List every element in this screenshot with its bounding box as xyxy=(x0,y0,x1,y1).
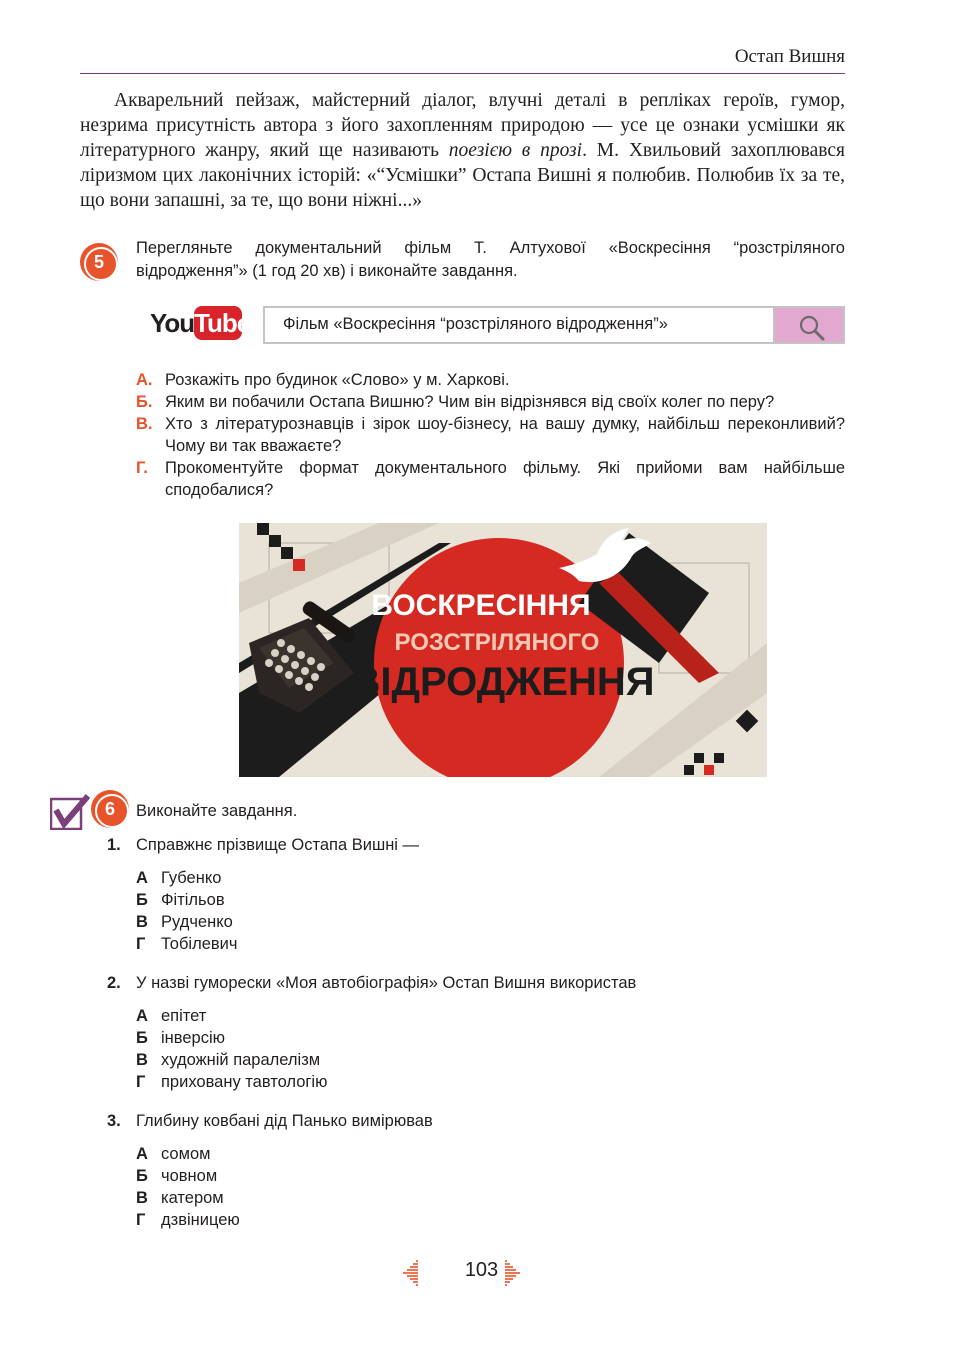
youtube-search-input[interactable] xyxy=(263,306,775,344)
option-text: інверсію xyxy=(161,1029,226,1047)
answer-option xyxy=(136,933,237,955)
answer-option xyxy=(136,867,237,889)
poster-title-line-2: РОЗСТРІЛЯНОГО xyxy=(394,629,600,656)
option-letter: Б xyxy=(136,1029,148,1047)
youtube-logo xyxy=(150,306,251,342)
running-head-title: Остап Вишня xyxy=(734,46,845,67)
subtask-letter: А. xyxy=(136,371,153,389)
option-letter: Г xyxy=(136,1211,146,1229)
option-text: художній паралелізм xyxy=(161,1051,321,1069)
subtask-list xyxy=(136,369,845,501)
task-6-number: 6 xyxy=(104,799,115,819)
task-5-text: Перегляньте документальний фільм Т. Алтухової «Воскресіння “розстріляного відродження”» (1 год 20 хв) і виконайте завдання. xyxy=(136,239,845,280)
answer-options xyxy=(136,867,237,955)
task-6-badge xyxy=(91,790,129,828)
question-number: 3. xyxy=(107,1112,121,1130)
option-text: Рудченко xyxy=(161,913,233,931)
intro-paragraph xyxy=(80,88,845,213)
option-text: дзвіницею xyxy=(161,1211,240,1229)
poster-title-line-3: ВІДРОДЖЕННЯ xyxy=(351,660,655,704)
checkmark-icon xyxy=(50,794,90,830)
option-letter: А xyxy=(136,1007,148,1025)
question-text: Глибину ковбані дід Панько вимірював xyxy=(136,1112,433,1130)
subtask-letter: Б. xyxy=(136,393,153,411)
option-letter: А xyxy=(136,869,148,887)
option-letter: В xyxy=(136,1051,148,1069)
task-5-number: 5 xyxy=(93,252,104,272)
search-button[interactable] xyxy=(773,306,845,344)
task-5-badge xyxy=(80,243,118,281)
answer-option xyxy=(136,1071,327,1093)
answer-options xyxy=(136,1005,327,1093)
question-number: 1. xyxy=(107,836,121,854)
subtask-text: Розкажіть про будинок «Слово» у м. Харкові. xyxy=(165,371,510,389)
answer-option xyxy=(136,1209,240,1231)
subtask-text: Прокоментуйте формат документального фільму. Які прийоми вам найбільше сподобалися? xyxy=(165,459,845,499)
film-poster-art xyxy=(239,523,767,777)
option-text: катером xyxy=(161,1189,224,1207)
option-letter: Г xyxy=(136,1073,146,1091)
option-text: човном xyxy=(161,1167,218,1185)
answer-option xyxy=(136,1005,327,1027)
subtask-item xyxy=(136,413,845,457)
poster-title-line-1: ВОСКРЕСІННЯ xyxy=(371,589,591,622)
answer-option xyxy=(136,911,237,933)
option-letter: А xyxy=(136,1145,148,1163)
answer-option xyxy=(136,1027,327,1049)
option-letter: Г xyxy=(136,935,146,953)
page-arrow-right-icon xyxy=(503,1258,523,1288)
running-head xyxy=(80,44,845,74)
task-6-text: Виконайте завдання. xyxy=(136,802,298,820)
subtask-item xyxy=(136,391,845,413)
page-number: 103 xyxy=(464,1259,499,1281)
answer-option xyxy=(136,1165,240,1187)
intro-text-1: Акварельний пейзаж, майстерний діалог, влучні деталі в репліках героїв, гумор, незрима присутність автора з його захопленням природою — усе це ознаки усмішки як літературного жанру, який ще називають xyxy=(80,90,845,161)
intro-italic: поезією в прозі xyxy=(448,140,583,161)
subtask-item xyxy=(136,457,845,501)
answer-option xyxy=(136,1049,327,1071)
option-letter: В xyxy=(136,1189,148,1207)
answer-option xyxy=(136,1187,240,1209)
subtask-text: Хто з літературознавців і зірок шоу-бізнесу, на вашу думку, найбільш переконливий? Чому ви так вважаєте? xyxy=(165,415,845,455)
option-text: Фітільов xyxy=(161,891,225,909)
option-letter: Б xyxy=(136,1167,148,1185)
subtask-text: Яким ви побачили Остапа Вишню? Чим він відрізнявся від своїх колег по перу? xyxy=(165,393,775,411)
subtask-letter: В. xyxy=(136,415,153,433)
answer-option xyxy=(136,1143,240,1165)
film-poster-image xyxy=(239,523,767,777)
youtube-logo-you: You xyxy=(150,308,195,338)
intro-text-2: . М. Хвильовий захоплювався ліризмом цих лаконічних історій: «“Усмішки” Остапа Вишні я полюбив. Полюбив їх за те, що вони запашні, за те, що вони ніжні...» xyxy=(80,140,845,211)
search-query-text: Фільм «Воскресіння “розстріляного відродження”» xyxy=(283,315,668,333)
option-text: Губенко xyxy=(161,869,222,887)
youtube-logo-tube: Tube xyxy=(194,308,251,338)
question-text: Справжнє прізвище Остапа Вишні — xyxy=(136,836,420,854)
option-text: сомом xyxy=(161,1145,211,1163)
option-text: епітет xyxy=(161,1007,207,1025)
question-text: У назві гуморески «Моя автобіографія» Остап Вишня використав xyxy=(136,974,637,992)
subtask-item xyxy=(136,369,845,391)
answer-option xyxy=(136,889,237,911)
subtask-letter: Г. xyxy=(136,459,148,477)
option-text: Тобілевич xyxy=(161,935,238,953)
answer-options xyxy=(136,1143,240,1231)
question-number: 2. xyxy=(107,974,121,992)
option-letter: Б xyxy=(136,891,148,909)
option-letter: В xyxy=(136,913,148,931)
search-icon xyxy=(775,308,847,346)
option-text: приховану тавтологію xyxy=(161,1073,328,1091)
